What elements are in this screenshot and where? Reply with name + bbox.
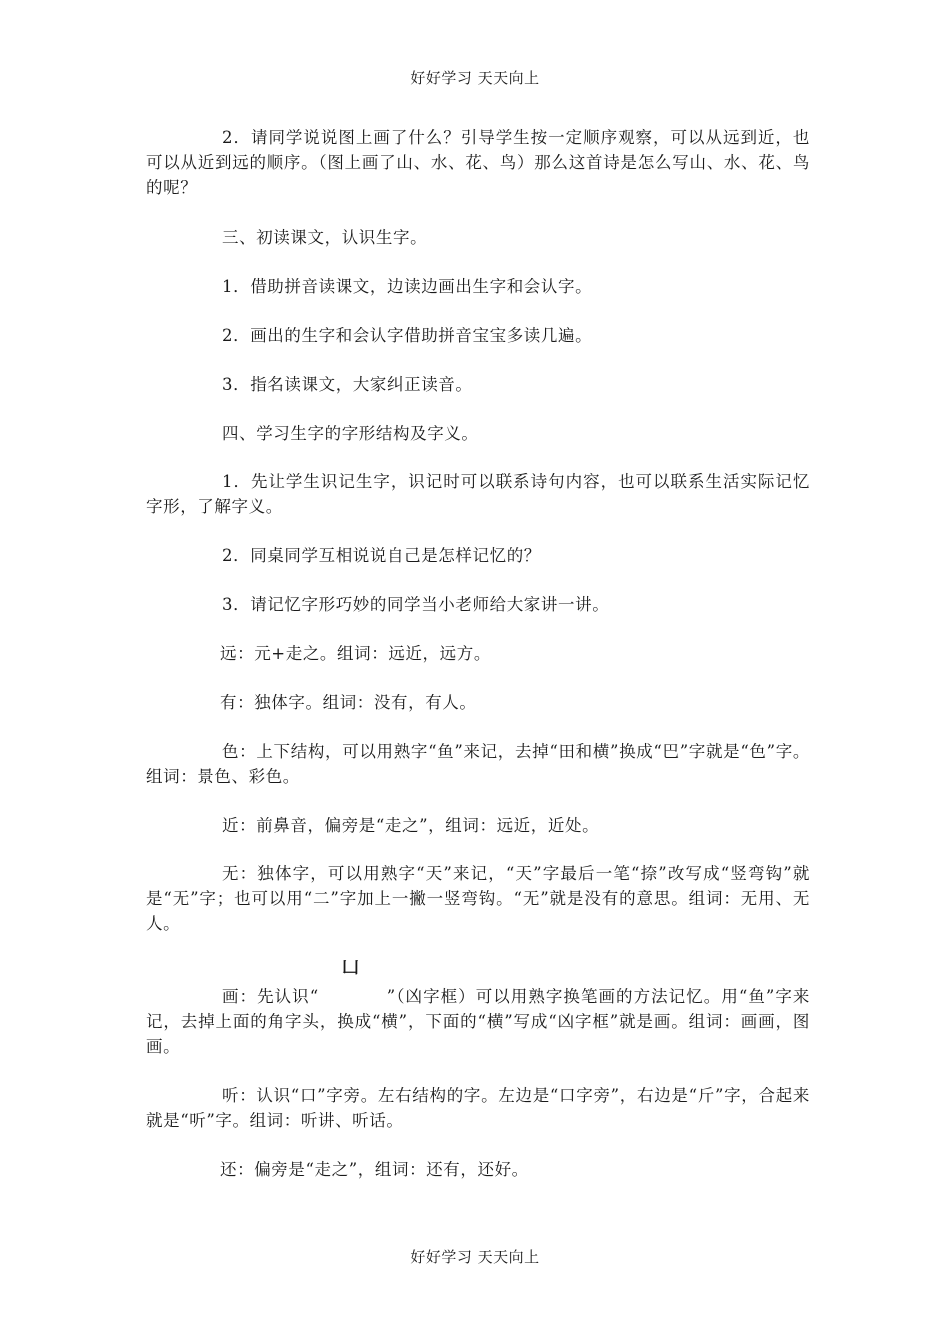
character-yuan-note: 远：元+走之。组词：远近，远方。 bbox=[220, 644, 491, 663]
character-ting-note: 听：认识“口”字旁。左右结构的字。左边是“口字旁”，右边是“斤”字，合起来就是“听”字。组词：听讲、听话。 bbox=[146, 1086, 810, 1130]
paragraph-little-teacher: 3．请记忆字形巧妙的同学当小老师给大家讲一讲。 bbox=[222, 595, 610, 614]
character-hua-prefix: 画：先认识“ bbox=[222, 987, 319, 1006]
character-hua-body: ”（凶字框）可以用熟字换笔画的方法记忆。用“鱼”字来记，去掉上面的角字头，换成“横”，下面的“横”写成“凶字框”就是画。组词：画画，图画。 bbox=[146, 987, 811, 1056]
character-hua-note bbox=[146, 984, 810, 1059]
character-jin-note: 近：前鼻音，偏旁是“走之”，组词：远近，近处。 bbox=[222, 816, 600, 835]
paragraph-read-aloud: 2．画出的生字和会认字借助拼音宝宝多读几遍。 bbox=[222, 326, 593, 345]
radical-kan-glyph: 凵 bbox=[342, 958, 359, 978]
character-wu-note: 无：独体字，可以用熟字“天”来记，“天”字最后一笔“捺”改写成“竖弯钩”就是“无”字；也可以用“二”字加上一撇一竖弯钩。“无”就是没有的意思。组词：无用、无人。 bbox=[146, 864, 810, 933]
section-heading-first-reading: 三、初读课文，认识生字。 bbox=[222, 228, 428, 247]
paragraph-observe-picture: 2．请同学说说图上画了什么？引导学生按一定顺序观察，可以从远到近，也可以从近到远的顺序。（图上画了山、水、花、鸟）那么这首诗是怎么写山、水、花、鸟的呢？ bbox=[146, 128, 810, 197]
character-you-note: 有：独体字。组词：没有，有人。 bbox=[220, 693, 477, 712]
page-header: 好好学习 天天向上 bbox=[410, 69, 540, 87]
paragraph-correct-pronunciation: 3．指名读课文，大家纠正读音。 bbox=[222, 375, 473, 394]
section-heading-character-structure: 四、学习生字的字形结构及字义。 bbox=[222, 424, 479, 443]
paragraph-pinyin-reading: 1．借助拼音读课文，边读边画出生字和会认字。 bbox=[222, 277, 593, 296]
character-se-note: 色：上下结构，可以用熟字“鱼”来记，去掉“田和横”换成“巴”字就是“色”字。组词：景色、彩色。 bbox=[146, 742, 810, 786]
paragraph-memorize-characters: 1．先让学生识记生字，识记时可以联系诗句内容，也可以联系生活实际记忆字形，了解字义。 bbox=[146, 472, 810, 516]
character-huan-note: 还：偏旁是“走之”，组词：还有，还好。 bbox=[220, 1160, 529, 1179]
paragraph-deskmate-discussion: 2．同桌同学互相说说自己是怎样记忆的？ bbox=[222, 546, 541, 565]
page-footer: 好好学习 天天向上 bbox=[410, 1248, 540, 1266]
